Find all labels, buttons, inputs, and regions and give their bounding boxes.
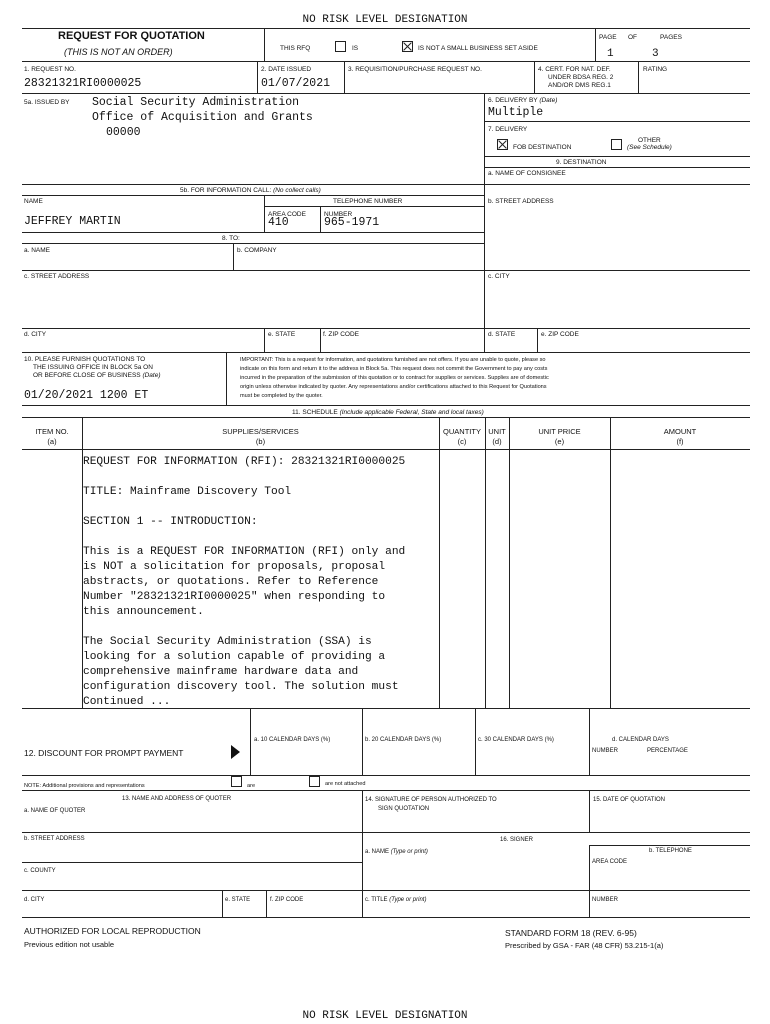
important-notice-line-4: origin unless otherwise indicated by quoter. Any representations and/or certifications attached to this Request for Quotations (240, 384, 547, 390)
footer-prescribed-by: Prescribed by GSA - FAR (48 CFR) 53.215-1(a) (505, 941, 664, 950)
consignee-street-label: b. STREET ADDRESS (488, 198, 554, 205)
consignee-state-label: d. STATE (488, 331, 516, 338)
consignee-zip-label: e. ZIP CODE (541, 331, 579, 338)
other-delivery-checkbox[interactable] (611, 139, 622, 150)
consignee-name-label: a. NAME OF CONSIGNEE (488, 170, 566, 177)
is-set-aside-checkbox[interactable] (335, 41, 346, 52)
request-number-value: 28321321RI0000025 (24, 77, 142, 90)
important-notice-line-3: incurred in the preparation of the submission of this quotation or to contract for supplies or services. Supplies are of domestic (240, 375, 549, 381)
rfi-title: TITLE: Mainframe Discovery Tool (83, 486, 292, 498)
is-not-small-business-checkbox[interactable] (402, 41, 413, 52)
contact-name-value: JEFFREY MARTIN (24, 215, 121, 228)
quoter-name-label: a. NAME OF QUOTER (24, 808, 86, 814)
footer-reproduction: AUTHORIZED FOR LOCAL REPRODUCTION (24, 926, 201, 936)
discount-percentage-label: PERCENTAGE (647, 748, 688, 754)
info-call-label: 5b. FOR INFORMATION CALL: (No collect calls) (180, 187, 321, 194)
signer-number-label: NUMBER (592, 897, 619, 903)
other-delivery-sub: (See Schedule) (627, 144, 672, 151)
issued-by-line-3: 00000 (106, 126, 141, 139)
rfi-notice-paragraph: This is a REQUEST FOR INFORMATION (RFI) only and is NOT a solicitation for proposals, proposal abstracts, or quotations. Refer to Reference Number "28321321RI0000025" when responding to this announcement. (83, 546, 406, 618)
page-label: PAGE (599, 34, 617, 41)
to-street-label: c. STREET ADDRESS (24, 273, 90, 280)
signature-label-1: 14. SIGNATURE OF PERSON AUTHORIZED TO (365, 797, 497, 803)
telephone-label: TELEPHONE NUMBER (333, 198, 403, 205)
fob-destination-checkbox[interactable] (497, 139, 508, 150)
to-name-label: a. NAME (24, 247, 51, 254)
delivery-by-label: 6. DELIVERY BY (Date) (488, 97, 558, 104)
other-delivery-label: OTHER (638, 137, 661, 144)
consignee-city-label: c. CITY (488, 273, 510, 280)
quoter-zip-label: f. ZIP CODE (270, 897, 304, 903)
rfi-heading: REQUEST FOR INFORMATION (RFI): 28321321RI0000025 (83, 456, 406, 468)
quotation-date-label: 15. DATE OF QUOTATION (593, 797, 666, 803)
destination-label: 9. DESTINATION (556, 159, 607, 166)
column-header-unit-price: UNIT PRICE (e) (538, 427, 581, 446)
signature-label-2: SIGN QUOTATION (378, 806, 430, 812)
cert-nat-def-label-2: UNDER BDSA REG. 2 (548, 74, 614, 81)
delivery-label: 7. DELIVERY (488, 126, 528, 133)
page-count: 3 (652, 48, 659, 60)
discount-10-days-label: a. 10 CALENDAR DAYS (%) (254, 737, 331, 743)
this-rfq-label: THIS RFQ (280, 45, 311, 52)
phone-number-value: 965-1971 (324, 216, 380, 229)
form-title: REQUEST FOR QUOTATION (58, 30, 205, 42)
column-header-item-no: ITEM NO. (a) (35, 427, 69, 446)
issued-by-line-2: Office of Acquisition and Grants (92, 111, 313, 124)
quote-due-label-2: THE ISSUING OFFICE IN BLOCK 5a ON (33, 364, 153, 371)
risk-level-top: NO RISK LEVEL DESIGNATION (302, 14, 468, 26)
risk-level-bottom: NO RISK LEVEL DESIGNATION (302, 1010, 468, 1022)
provisions-are-not-checkbox[interactable] (309, 776, 320, 787)
cert-nat-def-label-1: 4. CERT. FOR NAT. DEF. (538, 66, 611, 73)
pages-label: PAGES (660, 34, 682, 41)
footer-previous-edition: Previous edition not usable (24, 940, 115, 949)
delivery-by-value: Multiple (488, 106, 544, 119)
cert-nat-def-label-3: AND/OR DMS REG.1 (548, 82, 611, 89)
schedule-description (83, 455, 438, 710)
is-label: IS (352, 45, 359, 52)
important-notice-line-5: must be completed by the quoter. (240, 393, 323, 399)
footer-form-number: STANDARD FORM 18 (REV. 6-95) (505, 928, 637, 938)
to-state-label: e. STATE (268, 331, 296, 338)
quoter-county-label: c. COUNTY (24, 868, 56, 874)
section-heading: SECTION 1 -- INTRODUCTION: (83, 516, 258, 528)
provisions-are-not-label: are not attached (325, 781, 366, 787)
quoter-heading: 13. NAME AND ADDRESS OF QUOTER (122, 796, 232, 802)
signer-label: 16. SIGNER (500, 837, 534, 843)
date-issued-value: 01/07/2021 (261, 77, 331, 90)
issued-by-line-1: Social Security Administration (92, 96, 300, 109)
column-header-quantity: QUANTITY (c) (443, 427, 481, 446)
provisions-are-checkbox[interactable] (231, 776, 242, 787)
to-zip-label: f. ZIP CODE (323, 331, 359, 338)
requisition-number-label: 3. REQUISITION/PURCHASE REQUEST NO. (348, 66, 482, 73)
to-company-label: b. COMPANY (237, 247, 277, 254)
to-city-label: d. CITY (24, 331, 47, 338)
discount-30-days-label: c. 30 CALENDAR DAYS (%) (478, 737, 554, 743)
note-label: NOTE: Additional provisions and representations (24, 783, 145, 789)
request-number-label: 1. REQUEST NO. (24, 66, 76, 73)
column-header-unit: UNIT (d) (488, 427, 506, 446)
discount-arrow-icon (231, 745, 240, 759)
signer-name-label: a. NAME (Type or print) (365, 849, 428, 855)
rfi-description-paragraph: The Social Security Administration (SSA) is looking for a solution capable of providing a comprehensive mainframe hardware data and configuration discovery tool. The solution must Continued ... (83, 636, 399, 708)
issued-by-label: 5a. ISSUED BY (24, 99, 70, 106)
quoter-street-label: b. STREET ADDRESS (24, 836, 85, 842)
discount-label: 12. DISCOUNT FOR PROMPT PAYMENT (24, 748, 184, 758)
rating-label: RATING (643, 66, 668, 73)
signer-title-label: c. TITLE (Type or print) (365, 897, 427, 903)
is-not-small-business-label: IS NOT A SMALL BUSINESS SET ASIDE (418, 45, 538, 52)
phone-number-label: NUMBER (324, 211, 353, 218)
contact-name-label: NAME (24, 198, 43, 205)
to-label: 8. TO: (222, 235, 240, 242)
important-notice-line-2: indicate on this form and return it to the address in Block 5a. This request does not commit the Government to pay any costs (240, 366, 548, 372)
signer-area-code-label: AREA CODE (592, 859, 628, 865)
provisions-are-label: are (247, 783, 256, 789)
quoter-state-label: e. STATE (225, 897, 251, 903)
signer-telephone-label: b. TELEPHONE (649, 848, 692, 854)
page-number: 1 (607, 48, 614, 60)
discount-calendar-days-label: d. CALENDAR DAYS (612, 737, 669, 743)
area-code-label: AREA CODE (268, 211, 306, 218)
form-subtitle: (THIS IS NOT AN ORDER) (64, 47, 173, 57)
of-label: OF (628, 34, 638, 41)
area-code-value: 410 (268, 216, 289, 229)
quote-due-value: 01/20/2021 1200 ET (24, 389, 149, 402)
discount-number-label: NUMBER (592, 748, 619, 754)
schedule-label: 11. SCHEDULE (Include applicable Federal, State and local taxes) (292, 409, 484, 416)
date-issued-label: 2. DATE ISSUED (261, 66, 312, 73)
quote-due-label-3: OR BEFORE CLOSE OF BUSINESS (Date) (33, 372, 161, 379)
quote-due-label-1: 10. PLEASE FURNISH QUOTATIONS TO (24, 356, 146, 363)
fob-destination-label: FOB DESTINATION (513, 144, 572, 151)
column-header-supplies: SUPPLIES/SERVICES (b) (222, 427, 299, 446)
column-header-amount: AMOUNT (f) (663, 427, 697, 446)
quoter-city-label: d. CITY (24, 897, 45, 903)
important-notice-line-1: IMPORTANT: This is a request for information, and quotations furnished are not offers. If you are unable to quote, please so (240, 357, 546, 363)
discount-20-days-label: b. 20 CALENDAR DAYS (%) (365, 737, 442, 743)
